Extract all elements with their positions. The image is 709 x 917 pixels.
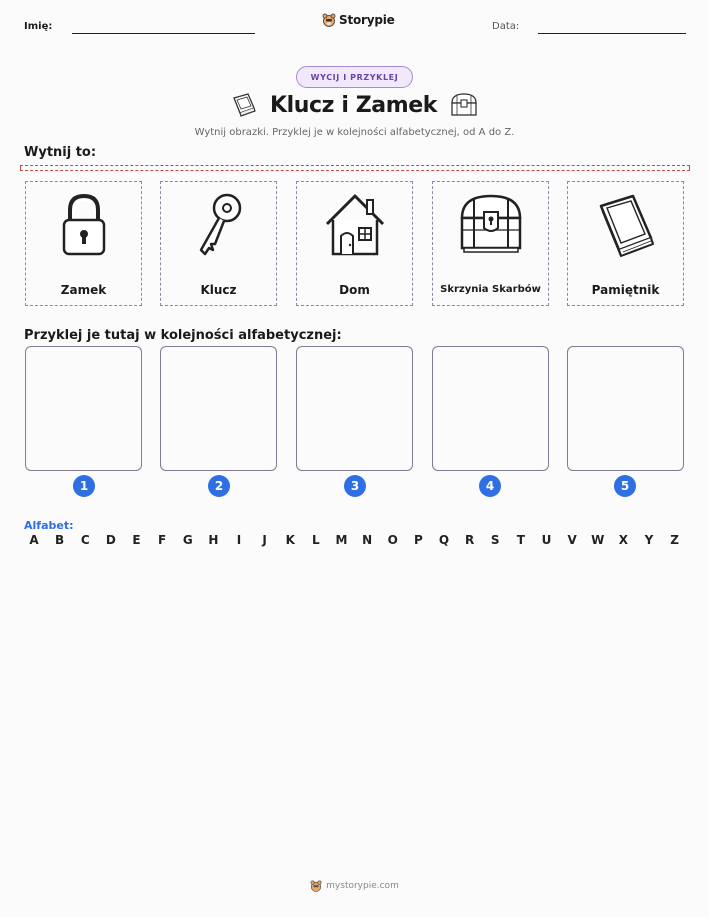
alphabet-letter: B xyxy=(55,533,65,547)
card-label: Pamiętnik xyxy=(591,283,660,297)
alphabet-letter: J xyxy=(262,533,267,547)
alphabet-letter: Z xyxy=(670,533,679,547)
alphabet-letter: K xyxy=(285,533,295,547)
alphabet-label: Alfabet: xyxy=(24,519,74,532)
cut-card-pamietnik[interactable] xyxy=(567,181,684,306)
footer xyxy=(0,880,709,892)
brand-name: Storypie xyxy=(339,13,395,27)
activity-badge: WYCIJ I PRZYKLEJ xyxy=(296,66,413,88)
card-label: Zamek xyxy=(60,283,107,297)
alphabet-letter: F xyxy=(158,533,167,547)
paste-slot-3[interactable] xyxy=(296,346,413,471)
instructions: Wytnij obrazki. Przyklej je w kolejności alfabetycznej, od A do Z. xyxy=(194,127,515,138)
slot-number-badge: 4 xyxy=(479,475,501,497)
alphabet-letter: Q xyxy=(438,533,450,547)
slot-number-badge: 3 xyxy=(344,475,366,497)
alphabet-letter: E xyxy=(132,533,141,547)
cut-card-skrzynia-skarbow[interactable] xyxy=(432,181,549,306)
alphabet-letter: R xyxy=(465,533,475,547)
cut-card-zamek[interactable] xyxy=(25,181,142,306)
alphabet-letter: L xyxy=(312,533,320,547)
name-label: Imię: xyxy=(24,21,53,32)
alphabet-letter: X xyxy=(618,533,628,547)
key-icon xyxy=(189,190,249,260)
alphabet-letter: Y xyxy=(644,533,654,547)
alphabet-letter: A xyxy=(29,533,39,547)
diary-icon xyxy=(230,92,258,118)
slot-number-badge: 1 xyxy=(73,475,95,497)
house-icon xyxy=(323,190,387,260)
title-row xyxy=(0,92,709,118)
storypie-mascot-icon xyxy=(310,880,322,892)
alphabet-letter: H xyxy=(208,533,219,547)
slot-number-badge: 2 xyxy=(208,475,230,497)
cut-line xyxy=(20,165,690,171)
card-label: Klucz xyxy=(200,283,237,297)
alphabet-letter: P xyxy=(413,533,423,547)
cut-card-klucz[interactable] xyxy=(160,181,277,306)
alphabet-letter: I xyxy=(236,533,242,547)
alphabet-letter: S xyxy=(490,533,500,547)
page-title: Klucz i Zamek xyxy=(269,92,438,118)
footer-site-link[interactable]: mystorypie.com xyxy=(326,881,399,891)
paste-section-heading: Przyklej je tutaj w kolejności alfabetycznej: xyxy=(24,328,342,343)
cut-card-dom[interactable] xyxy=(296,181,413,306)
date-label: Data: xyxy=(492,21,520,32)
name-line xyxy=(72,33,255,34)
paste-slot-1[interactable] xyxy=(25,346,142,471)
card-label: Dom xyxy=(339,283,370,297)
alphabet-letter: V xyxy=(567,533,577,547)
treasure-chest-icon xyxy=(449,92,479,118)
alphabet-letter: W xyxy=(591,533,605,547)
alphabet-letter: C xyxy=(80,533,90,547)
date-line xyxy=(538,33,686,34)
alphabet-letter: M xyxy=(335,533,348,547)
brand-logo xyxy=(322,13,395,27)
diary-icon xyxy=(593,190,659,260)
paste-slot-4[interactable] xyxy=(432,346,549,471)
alphabet-letter: T xyxy=(516,533,525,547)
card-label: Skrzynia Skarbów xyxy=(440,284,541,295)
alphabet-letter: N xyxy=(362,533,373,547)
slot-number-badge: 5 xyxy=(614,475,636,497)
alphabet-letter: O xyxy=(387,533,398,547)
paste-slot-5[interactable] xyxy=(567,346,684,471)
alphabet-letter: U xyxy=(541,533,552,547)
paste-slot-2[interactable] xyxy=(160,346,277,471)
treasure-chest-icon xyxy=(456,190,526,256)
storypie-mascot-icon xyxy=(322,13,336,27)
alphabet-row xyxy=(24,533,685,547)
cut-section-heading: Wytnij to: xyxy=(24,145,97,160)
alphabet-letter: G xyxy=(182,533,193,547)
alphabet-letter: D xyxy=(105,533,116,547)
padlock-icon xyxy=(54,190,114,260)
